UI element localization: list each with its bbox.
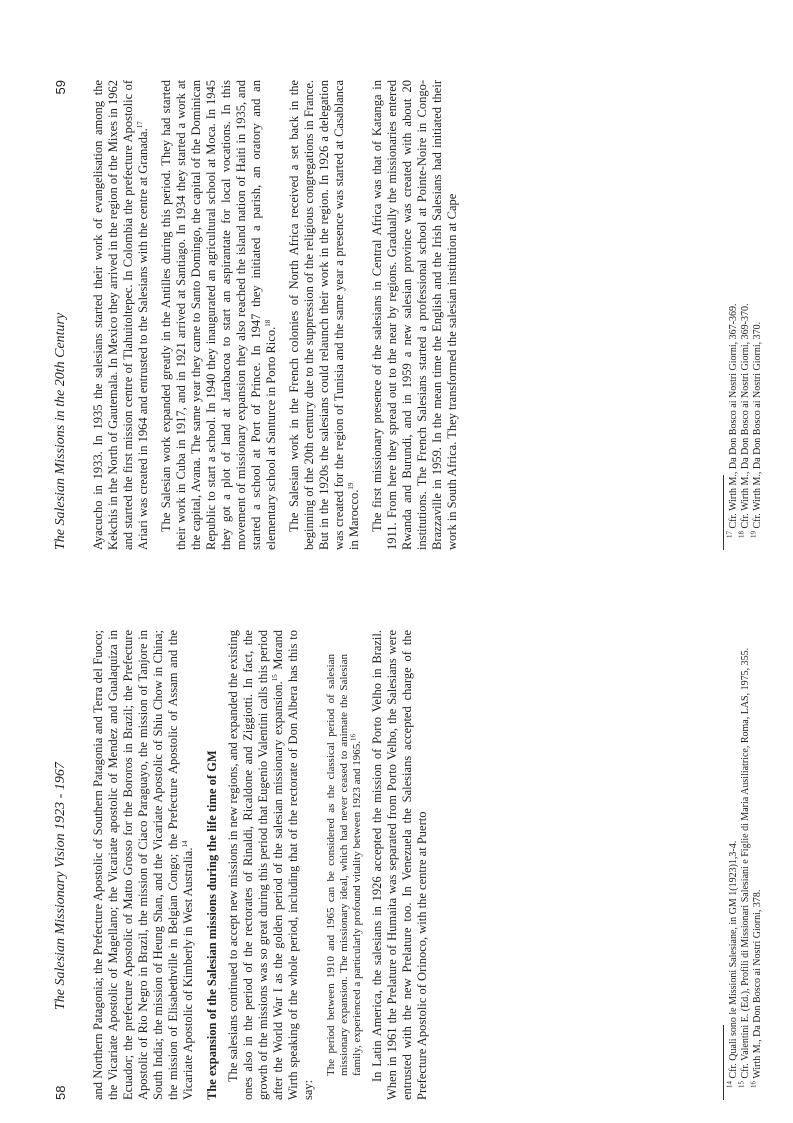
footnote-ref: 19	[346, 482, 355, 490]
page-header	[53, 630, 75, 1100]
page-body	[91, 630, 430, 1100]
rotated-book-spread	[53, 80, 766, 1100]
footnote-ref: 14	[180, 840, 189, 848]
footnote: $^{17}$ Cfr. Wirth M., Da Don Bosco ai Nostri Giorni, 367-369.	[725, 303, 739, 538]
footnote: $^{16}$ Wirth M., Da Don Bosco ai Nostri Giorni, 378.	[749, 889, 763, 1088]
footnote-ref: 15	[270, 674, 279, 682]
footnote-rule	[723, 1025, 724, 1100]
running-title: The Salesian Missionary Vision 1923 - 1967	[53, 762, 68, 1010]
footnotes	[723, 630, 764, 1100]
paragraph: Ayacucho in 1933. In 1935 the salesians started their work of evangelisation among the Kekchis in the North of Gautemala. In Mexico they arrived in the region of the Mixes in 1962 and started the first mission centre of Tlahuitoltepec. In Colombia the prefecture Apostolic of Ariari was created in 1964 and entrusted to the Salesians with the centre at Granada.$^{17}$	[91, 79, 150, 550]
left-page	[53, 630, 766, 1100]
paragraph: The Salesian work in the French colonies of North Africa received a set back in the beginning of the 20th century due to the suppression of the religious congregations in France. But in the 1920s the salesians could relaunch their work in the region. In 1926 a delegation was created for the region of Tunisia and the same year a presence was started at Casablanca in Marocco.$^{19}$	[287, 80, 361, 550]
section-heading: The expansion of the Salesian missions during the life time of GM	[205, 750, 219, 1100]
page-number: 59	[53, 80, 68, 95]
paragraph: The Salesian work expanded greatly in the Antilles during this period. They had started their work in Cuba in 1917, and in 1921 arrived at Santiago. In 1934 they started a work at the capital, Avana. The same year they came to Santo Domingo, the capital of the Dominican Republic to start a school. In 1940 they inaugurated an agricultural school at Moca. In 1945 they got a plot of land at Jarabacoa to start an aspirantate for local vocations. In this movement of missionary expansion they also reached the island nation of Haiti in 1935, and started a school at Port of Prince. In 1947 they initiated a parish, an oratory and an elementary school at Santurce in Porto Rico.$^{18}$	[159, 80, 278, 550]
page-body	[91, 80, 460, 550]
footnote: $^{18}$ Cfr. Wirth M., Da Don Bosco ai Nostri Giorni, 369-370.	[737, 303, 751, 538]
footnote-ref: 16	[349, 734, 358, 742]
paragraph: and Northern Patagonia; the Prefecture Apostolic of Southern Patagonia and Terra del Fuoco; the Vicariate Apostolic of Magellano; the Vicariate apostolic of Mendez and Gualaquiza in Ecuador; the prefecture Apostolic of Matto Grosso for the Bororos in Brazil; the Prefecture Apostolic of Rio Negro in Brazil, the mission of Ciaco Paraguayo, the mission of Tanjore in South India; the mission of Heung Shan, and the Vicariate Apostolic of Shiu Chow in China; the mission of Elisabethville in Belgian Congo; the Prefecture Apostolic of Assam and the Vicariate Apostolic of Kimberly in West Australia.$^{14}$	[91, 630, 195, 1100]
footnote-ref: 17	[135, 121, 144, 129]
page-header	[53, 80, 75, 550]
footnote: $^{15}$ Cfr. Valentini E. (Ed.), Profili di Missionari Salesiani e Figlie di Maria Ausiliatrice, Roma, LAS, 1975, 355.	[737, 647, 751, 1088]
footnotes	[723, 80, 764, 550]
paragraph: The salesians continued to accept new missions in new regions, and expanded the existing ones also in the period of the rectorates of Rinaldi, Ricaldone and Ziggiotti. In fact, the growth of the missions was so great during this period that Eugenio Valentini calls this period after the World War I as the golden period of the salesian missionary expansion.$^{15}$ Morand Wirth speaking of the whole period, including that of the rectorate of Don Albera has this to say:	[226, 630, 315, 1100]
running-title: The Salesian Missions in the 20th Century	[53, 312, 68, 550]
footnote-ref: 18	[263, 319, 272, 327]
footnote-rule	[723, 475, 724, 550]
footnote: $^{14}$ Cfr. Quali sono le Missioni Salesiane, in GM 1(1923)1,3-4.	[725, 840, 739, 1088]
page-number: 58	[53, 1085, 68, 1100]
paragraph: In Latin America, the salesians in 1926 accepted the mission of Porto Velho in Brazil. When in 1961 the Prelature of Humaita was separated from Porto Velho, the Salesians were entrusted with the new Prelature too. In Venezuela the Salesians accepted charge of the Prefecture Apostolic of Orinoco, with the centre at Puerto	[370, 630, 429, 1100]
footnote: $^{19}$ Cfr. Wirth M., Da Don Bosco ai Nostri Giorni, 370.	[749, 321, 763, 538]
paragraph: The first missionary presence of the salesians in Central Africa was that of Katanga in 1911. From here they spread out to the near by regions. Gradually the missionaries entered Rwanda and Burundi, and in 1959 a new salesian province was created with about 20 institutions. The French Salesians started a professional school at Pointe-Noire in Congo-Brazzaville in 1959. In the mean time the English and the Irish Salesians had initiated their work in South Africa. They transformed the salesian institution at Cape	[370, 80, 459, 550]
right-page	[53, 80, 766, 550]
block-quote: The period between 1910 and 1965 can be considered as the classical period of salesian missionary expansion. The missionary ideal, which had never ceased to animate the Salesian family, experienced a particularly profound vitality between 1923 and 1965.16	[325, 654, 363, 1076]
